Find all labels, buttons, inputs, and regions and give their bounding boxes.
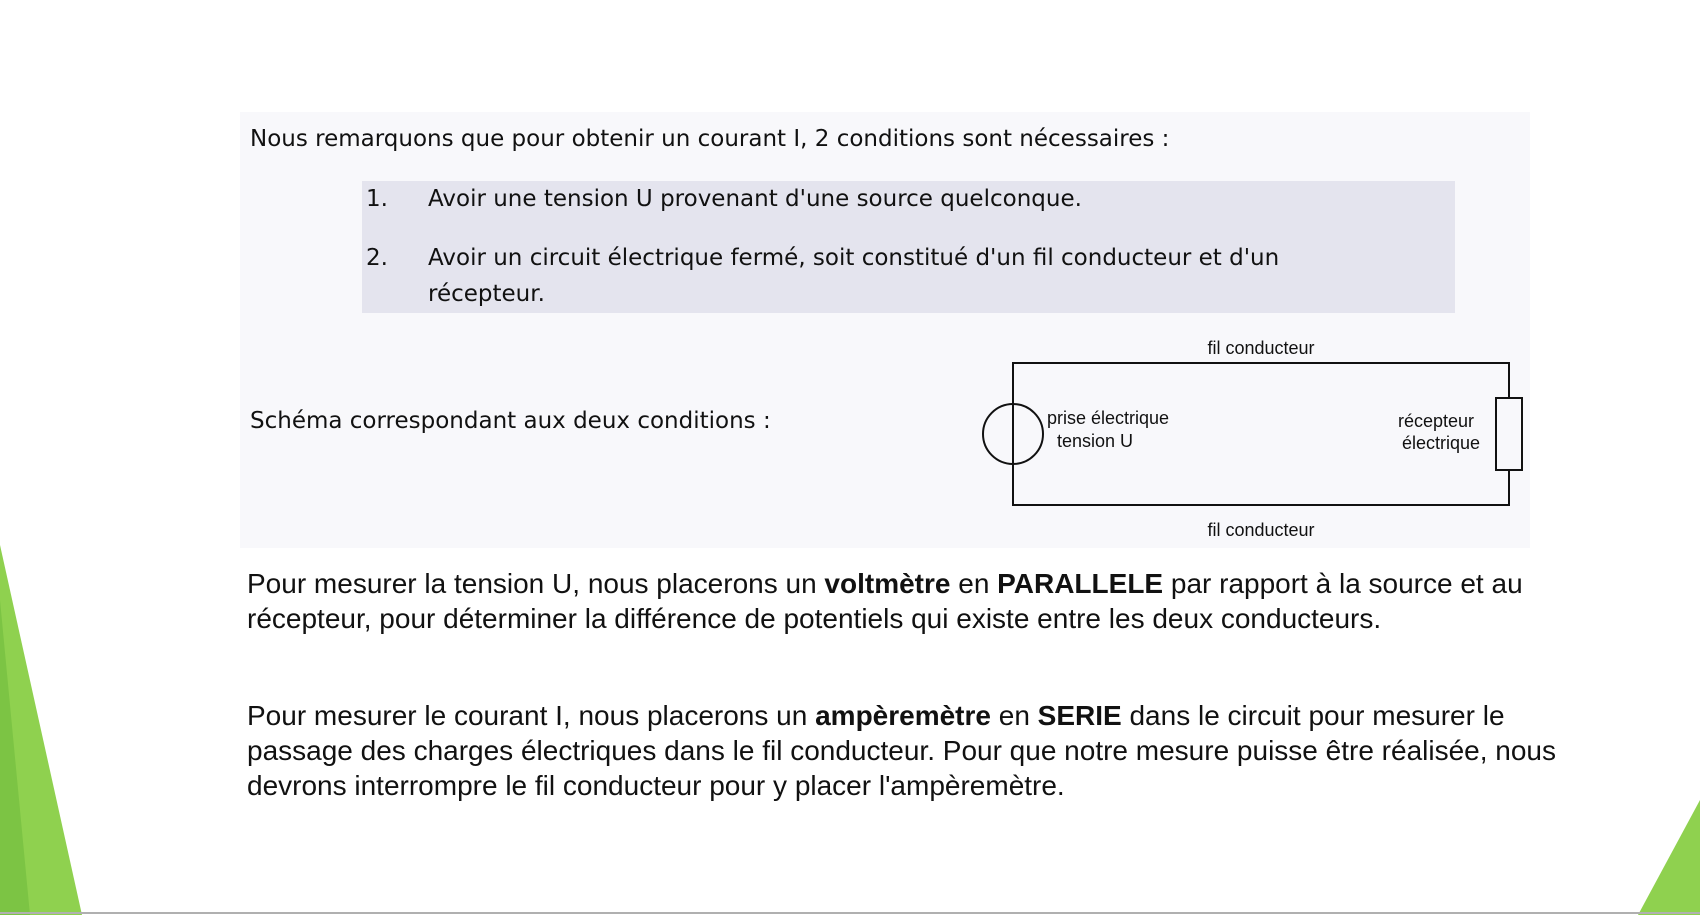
paragraph-text: en <box>950 568 998 599</box>
paragraph-text: Pour mesurer la tension U, nous placerons un <box>247 568 825 599</box>
circuit-diagram <box>975 332 1535 546</box>
series-term: SERIE <box>1037 700 1122 731</box>
condition-text: Avoir un circuit électrique fermé, soit constitué d'un fil conducteur et d'un récepteur. <box>428 245 1280 307</box>
source-label-line1: prise électrique <box>1047 408 1170 428</box>
paragraph-text: Pour mesurer le courant I, nous placerons un <box>247 700 816 731</box>
intro-text: Nous remarquons que pour obtenir un courant I, 2 conditions sont nécessaires : <box>250 126 1170 152</box>
condition-item-2 <box>366 240 1446 312</box>
voltmeter-paragraph <box>247 566 1587 636</box>
condition-number: 2. <box>366 245 388 271</box>
condition-text: Avoir une tension U provenant d'une source quelconque. <box>428 186 1082 212</box>
ammeter-paragraph <box>247 698 1587 803</box>
parallel-term: PARALLELE <box>997 568 1164 599</box>
condition-item-1 <box>366 181 1446 217</box>
paragraph-text: en <box>990 700 1038 731</box>
top-wire-label: fil conducteur <box>1207 338 1315 358</box>
voltmeter-term: voltmètre <box>824 568 951 599</box>
receiver-label-line1: récepteur <box>1397 411 1474 431</box>
source-label-line2: tension U <box>1057 431 1134 451</box>
right-green-triangle <box>1638 800 1700 915</box>
paragraph-text: dans le circuit pour mesurer le passage des charges électriques dans le fil conducteur. Pour que notre mesure puisse être réalisée, nous devrons interrompre le fil conducteur pour y placer l'ampèremètre. <box>247 700 1556 801</box>
schema-label: Schéma correspondant aux deux conditions : <box>250 408 771 434</box>
receiver-rect <box>1496 398 1522 470</box>
receiver-label-line2: électrique <box>1401 433 1480 453</box>
bottom-wire-label: fil conducteur <box>1207 520 1315 540</box>
paragraph-text: par rapport à la source et au récepteur, pour déterminer la différence de potentiels qui existe entre les deux conducteurs. <box>247 568 1523 634</box>
ammeter-term: ampèremètre <box>815 700 991 731</box>
condition-number: 1. <box>366 186 388 212</box>
